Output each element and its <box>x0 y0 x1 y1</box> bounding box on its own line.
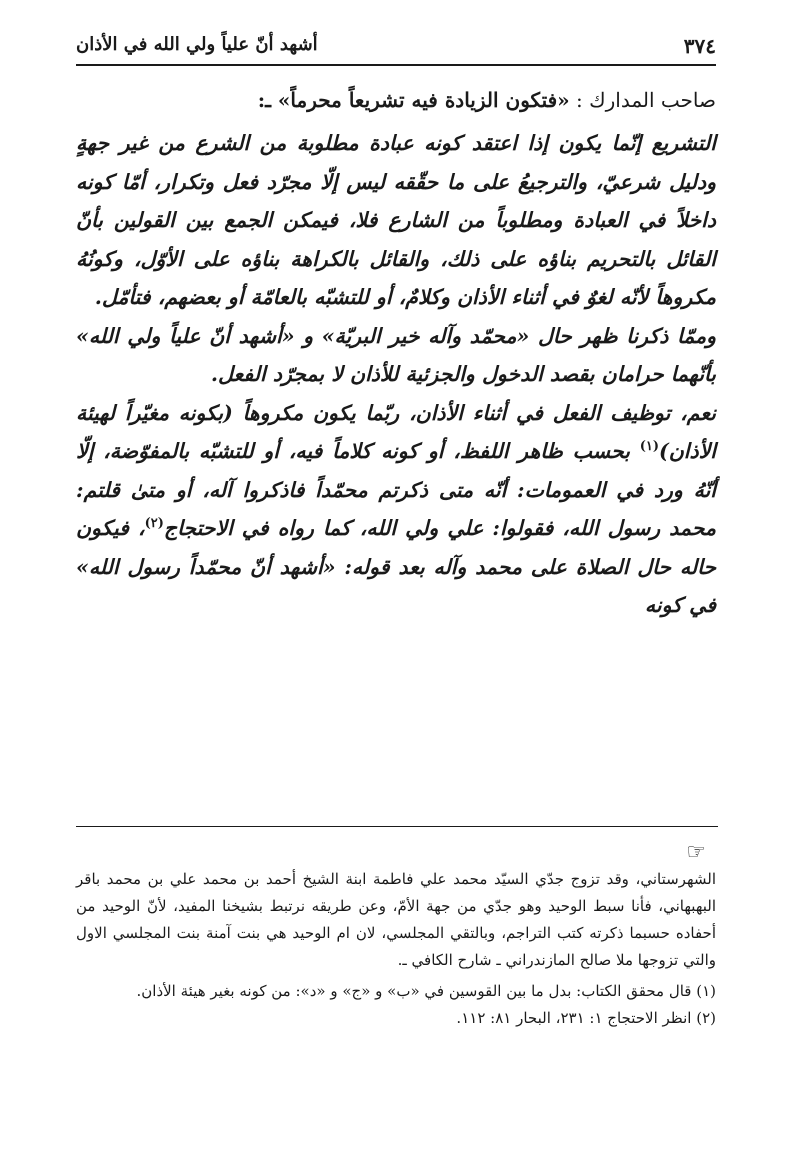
footnote-2: (٢) انظر الاحتجاج ١: ٢٣١، البحار ٨١: ١١٢. <box>456 1009 716 1027</box>
footnote-continued: الشهرستاني، وقد تزوج جدّي السيّد محمد علي فاطمة ابنة الشيخ أحمد بن محمد علي بن محمد باقر البهبهاني، فأنا سبط الوحيد وهو جدّي من جهة الأمّ، وعن طريقه نرتبط بشيخنا المفيد، لأنّ الوحيد من أحفاده حسبما ذكرته كتب التراجم، وبالتقي المجلسي، لان ام الوحيد هي بنت آمنة بنت المجلسي الاول والتي تزوجها ملا صالح المازندراني ـ شارح الكافي ـ. <box>76 870 716 969</box>
footnote-1: (١) قال محقق الكتاب: بدل ما بين القوسين في «ب» و «ج» و «د»: من كونه بغير هيئة الأذان. <box>136 982 716 1000</box>
paragraph-3 <box>76 394 716 625</box>
footnote-ref-1: (١) <box>639 439 660 455</box>
intro-prefix: صاحب المدارك : <box>569 88 716 112</box>
paragraph-3-part-c: ، فيكون حاله حال الصلاة على محمد وآله بعد قوله: «أشهد أنّ محمّداً رسول الله» في كونه <box>76 516 716 617</box>
footnotes <box>76 866 716 1032</box>
pointing-hand-icon: ☞ <box>686 840 706 865</box>
paragraph-3-part-a: نعم، توظيف الفعل في أثناء الأذان، ربّما يكون مكروهاً (بكونه مغيّراً لهيئة الأذان) <box>76 400 716 463</box>
paragraph-2: وممّا ذكرنا ظهر حال «محمّد وآله خير البريّة» و «أشهد أنّ علياً ولي الله» بأنّهما حرامان بقصد الدخول والجزئية للأذان لا بمجرّد الفعل. <box>76 323 716 386</box>
footnote-separator <box>76 826 718 827</box>
paragraph-1: التشريع إنّما يكون إذا اعتقد كونه عبادة مطلوبة من الشرع من غير جهةٍ ودليل شرعيّ، والترجيعُ على ما حقّقه ليس إلّا مجرّد فعل وتكرار، أمّا كونه داخلاً في العبادة ومطلوباً من الشارع فلا، فيمكن الجمع بين القولين بأنّ القائل بالتحريم بناؤه على ذلك، والقائل بالكراهة بناؤه على الأوّل، وكونُهُ مكروهاً لأنّه لغوٌ في أثناء الأذان وكلامٌ، أو للتشبّه بالعامّة أو بعضهم، فتأمّل. <box>76 131 716 309</box>
footnote-ref-2: (٢) <box>144 516 164 532</box>
paragraph-3-part-b: بحسب ظاهر اللفظ، أو كونه كلاماً فيه، أو للتشبّه بالمفوّضة، إلّا أنّهُ ورد في العمومات: أنّه متى ذكرتم محمّداً فاذكروا آله، أو متىٰ قلتم: محمد رسول الله، فقولوا: علي ولي الله، كما رواه في الاحتجاج <box>76 439 716 540</box>
page-header <box>76 30 716 66</box>
intro-quote: «فتكون الزيادة فيه تشريعاً محرماً» ـ: <box>257 88 570 112</box>
running-title: أشهد أنّ علياً ولي الله في الأذان <box>76 34 318 55</box>
intro-line <box>76 84 716 116</box>
main-text <box>76 124 716 625</box>
page-number: ٣٧٤ <box>683 34 716 58</box>
